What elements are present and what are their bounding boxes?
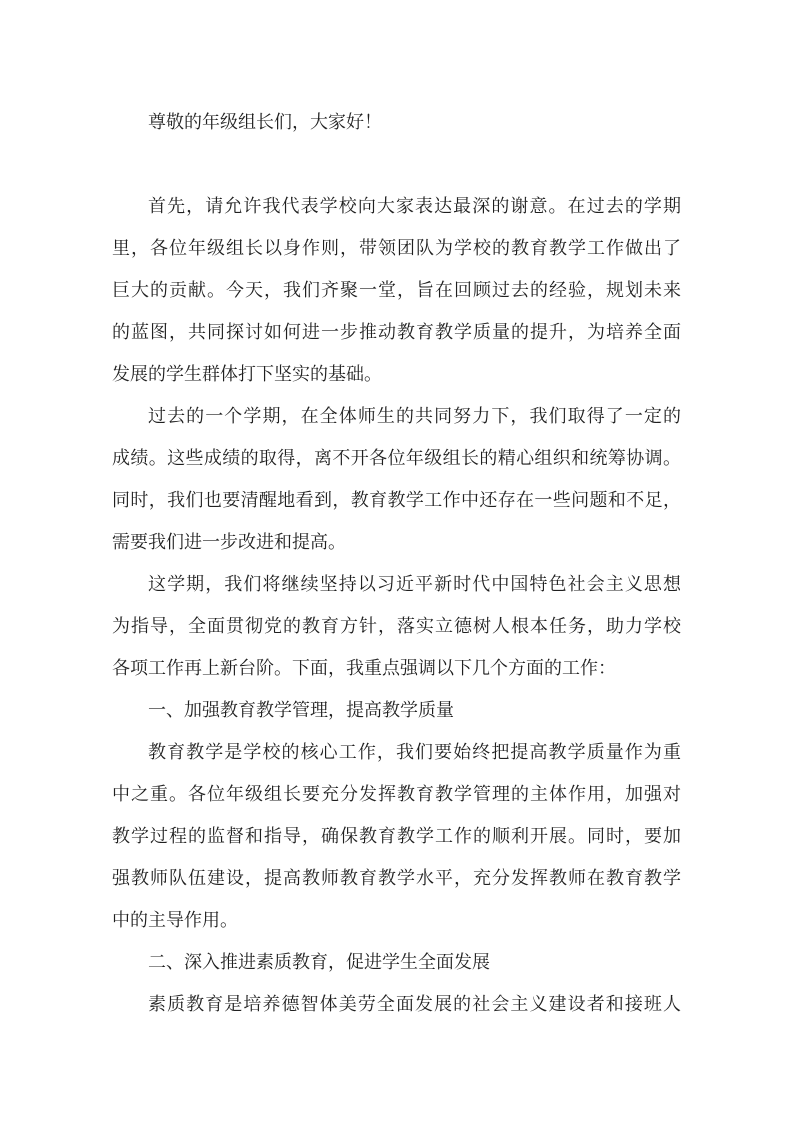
text-line: 这学期，我们将继续坚持以习近平新时代中国特色社会主义思想 xyxy=(148,574,681,594)
greeting-paragraph xyxy=(112,101,681,143)
paragraph-semester-review xyxy=(112,395,681,563)
text-line: 过去的一个学期，在全体师生的共同努力下，我们取得了一定的 xyxy=(148,406,681,426)
blank-line xyxy=(112,143,681,185)
paragraph-quality-education xyxy=(112,983,681,1025)
text-line: 里，各位年级组长以身作则，带领团队为学校的教育教学工作做出了 xyxy=(112,238,681,258)
text-line: 为指导，全面贯彻党的教育方针，落实立德树人根本任务，助力学校 xyxy=(112,616,681,636)
text-line: 教育教学是学校的核心工作，我们要始终把提高教学质量作为重 xyxy=(148,742,681,762)
section-2-heading xyxy=(112,941,681,983)
section-1-heading xyxy=(112,689,681,731)
text-line: 巨大的贡献。今天，我们齐聚一堂，旨在回顾过去的经验，规划未来 xyxy=(112,280,681,300)
text-line: 的蓝图，共同探讨如何进一步推动教育教学质量的提升，为培养全面 xyxy=(112,322,681,342)
text-line: 教学过程的监督和指导，确保教育教学工作的顺利开展。同时，要加 xyxy=(112,826,681,846)
paragraph-opening-thanks xyxy=(112,185,681,395)
paragraph-teaching-quality xyxy=(112,731,681,941)
greeting-line: 尊敬的年级组长们，大家好！ xyxy=(148,112,382,132)
text-line: 首先，请允许我代表学校向大家表达最深的谢意。在过去的学期 xyxy=(148,196,681,216)
text-line: 中之重。各位年级组长要充分发挥教育教学管理的主体作用，加强对 xyxy=(112,784,681,804)
text-line: 各项工作再上新台阶。下面，我重点强调以下几个方面的工作： xyxy=(112,658,616,678)
text-line: 需要我们进一步改进和提高。 xyxy=(112,532,346,552)
heading-line: 二、深入推进素质教育，促进学生全面发展 xyxy=(148,952,490,972)
text-line: 成绩。这些成绩的取得，离不开各位年级组长的精心组织和统筹协调。 xyxy=(112,448,681,468)
paragraph-semester-plan xyxy=(112,563,681,689)
heading-line: 一、加强教育教学管理，提高教学质量 xyxy=(148,700,454,720)
text-line: 强教师队伍建设，提高教师教育教学水平，充分发挥教师在教育教学 xyxy=(112,868,681,888)
text-line: 中的主导作用。 xyxy=(112,910,238,930)
text-line: 发展的学生群体打下坚实的基础。 xyxy=(112,364,382,384)
text-line: 同时，我们也要清醒地看到，教育教学工作中还存在一些问题和不足， xyxy=(112,490,681,510)
text-line: 素质教育是培养德智体美劳全面发展的社会主义建设者和接班人 xyxy=(148,994,681,1014)
